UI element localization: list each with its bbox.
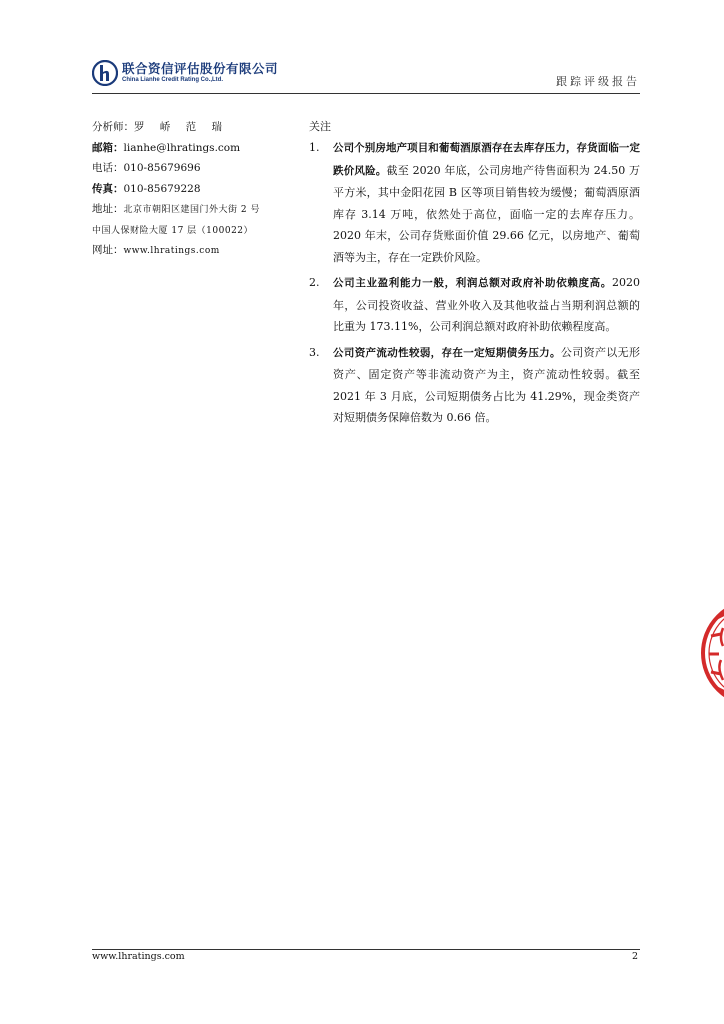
concern-heading: 公司个别房地产项目和葡萄酒原酒存在去库存压力，存货面临一定跌价风险。 [333, 142, 640, 177]
web-value[interactable]: www.lhratings.com [123, 246, 220, 256]
phone-row [92, 158, 302, 179]
concern-item-3 [309, 342, 640, 429]
concern-body: 公司资产以无形资产、固定资产等非流动资产为主，资产流动性较弱。截至 2021 年 3 月底，公司短期债务占比为 41.29%，现金类资产对短期债务保障倍数为 0.66 倍。 [333, 345, 641, 424]
concern-number: 3. [309, 345, 320, 359]
concern-heading: 公司主业盈利能力一般，利润总额对政府补助依赖度高。 [333, 277, 612, 289]
fax-label: 传真： [92, 182, 124, 195]
contact-info [92, 117, 302, 261]
address-line1: 北京市朝阳区建国门外大街 2 号 [123, 205, 260, 215]
page-number: 2 [631, 951, 638, 962]
concerns-title: 关注 [309, 120, 331, 133]
email-value[interactable]: lianhe@lhratings.com [123, 141, 241, 154]
concern-text [333, 137, 640, 268]
concern-text [333, 272, 640, 338]
report-type-label: 跟踪评级报告 [556, 75, 640, 88]
concern-text [333, 342, 640, 429]
concerns-section [309, 117, 640, 429]
company-seal-stamp [695, 588, 724, 718]
analyst-row [92, 117, 302, 138]
email-row [92, 138, 302, 159]
footer-website[interactable]: www.lhratings.com [92, 951, 185, 962]
analyst-value: 罗 峤 范 瑞 [134, 121, 229, 133]
concern-body: 2020 年，公司投资收益、营业外收入及其他收益占当期利润总额的比重为 173.11%，公司利润总额对政府补助依赖程度高。 [333, 276, 640, 333]
concern-item-1 [309, 137, 640, 268]
email-label: 邮箱： [92, 141, 124, 154]
footer-divider [92, 949, 640, 950]
fax-row [92, 179, 302, 200]
address-label: 地址： [92, 203, 124, 215]
lianhe-logo-icon [92, 60, 118, 86]
phone-value: 010-85679696 [123, 162, 201, 174]
header-divider [92, 93, 640, 94]
analyst-label: 分析师： [92, 121, 134, 133]
phone-label: 电话： [92, 162, 124, 174]
concern-heading: 公司资产流动性较弱，存在一定短期债务压力。 [333, 346, 561, 359]
company-logo [92, 60, 278, 86]
web-label: 网址： [92, 244, 124, 256]
concern-body: 截至 2020 年底，公司房地产待售面积为 24.50 万平方米，其中金阳花园 B 区等项目销售较为缓慢；葡萄酒原酒库存 3.14 万吨，依然处于高位，面临一定的去库存压力。2020 年末，公司存货账面价值 29.66 亿元，以房地产、葡萄酒等为主，存在一定跌价风险。 [333, 163, 640, 264]
address-line2: 中国人保财险大厦 17 层（100022） [92, 225, 254, 236]
address-row [92, 199, 302, 220]
address-row-2 [92, 220, 302, 241]
page-header [92, 58, 640, 92]
concern-number: 1. [309, 141, 320, 154]
fax-value: 010-85679228 [123, 182, 201, 195]
web-row [92, 240, 302, 261]
concern-number: 2. [309, 276, 320, 289]
logo-chinese-name: 联合资信评估股份有限公司 [122, 60, 279, 76]
concern-item-2 [309, 272, 640, 338]
logo-english-name: China Lianhe Credit Rating Co.,Ltd. [122, 77, 223, 84]
